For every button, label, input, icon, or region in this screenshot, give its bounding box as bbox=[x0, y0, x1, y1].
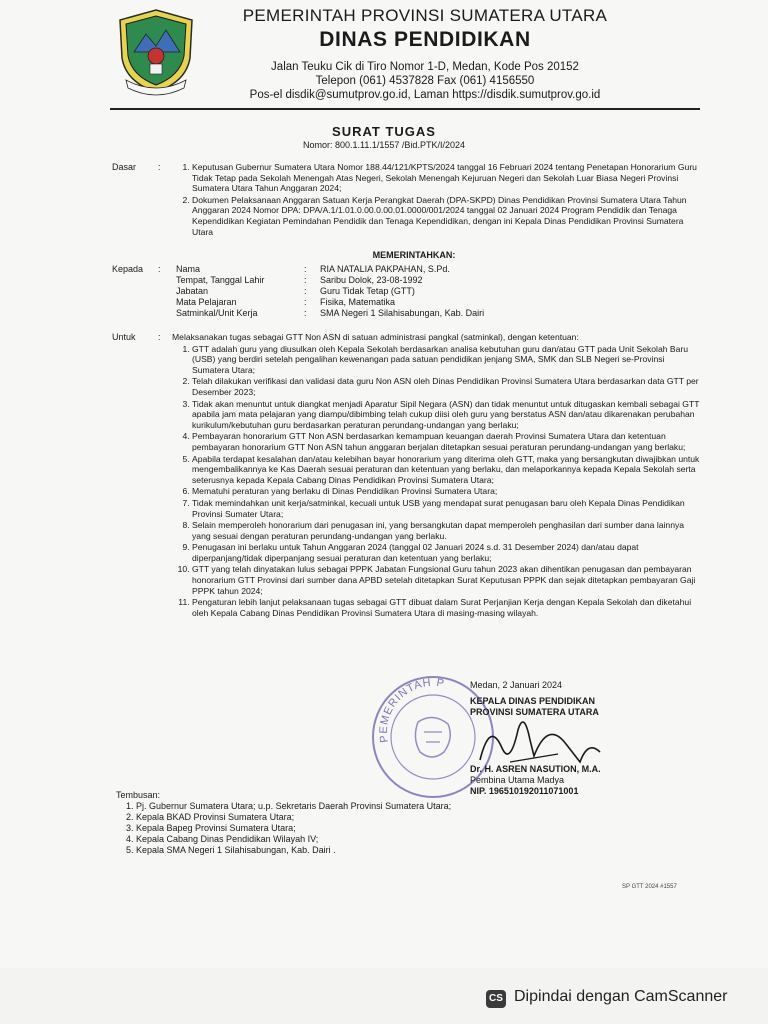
letterhead-agency: DINAS PENDIDIKAN bbox=[319, 28, 531, 51]
kepada-value: SMA Negeri 1 Silahisabungan, Kab. Dairi bbox=[320, 308, 485, 318]
untuk-item: 5. Apabila terdapat kesalahan dan/atau kelebihan bayar honorarium yang diterima oleh GTT, maka yang bersangkutan diwajibkan untuk mengembalikannya ke Kas Daerah sesuai peraturan dan ketentuan yang berlaku, dan melaporkannya kepada Kepala Sekolah serta seterusnya kepada Kepala Cabang Dinas Pendidikan Provinsi Sumatera Utara; bbox=[192, 454, 700, 486]
signature-place-date: Medan, 2 Januari 2024 bbox=[470, 680, 563, 690]
untuk-item: 9. Penugasan ini berlaku untuk Tahun Anggaran 2024 (tanggal 02 Januari 2024 s.d. 31 Desember 2024) dan/atau dapat diperpanjang/tidak diperpanjang sesuai peraturan dan ketentuan yang berlaku; bbox=[192, 542, 700, 563]
untuk-item: 3. Tidak akan menuntut untuk diangkat menjadi Aparatur Sipil Negara (ASN) dan tidak menuntut untuk ditugaskan kembali sebagai GTT apabila jam mata pelajaran yang diampu/dibimbing telah cukup diisi oleh guru yang berstatus ASN dan/atau dikarenakan perubahan kurikulum/kebutuhan guru berdasarkan peraturan perundang-undangan yang berlaku; bbox=[192, 399, 700, 431]
signatory-nip: NIP. 196510192011071001 bbox=[470, 786, 579, 796]
untuk-item: 6. Mematuhi peraturan yang berlaku di Dinas Pendidikan Provinsi Sumatera Utara; bbox=[192, 486, 700, 497]
untuk-item: 10. GTT yang telah dinyatakan lulus sebagai PPPK Jabatan Fungsional Guru tahun 2023 akan dihentikan penugasan dan pembayaran honorarium GTT Provinsi dari sumber dana APBD setelah ditetapkan Surat Keputusan PPPK dan sejak ditetapkan pembayaran Gaji PPPK tahun 2024; bbox=[192, 564, 700, 596]
letterhead-phone: Telepon (061) 4537828 Fax (061) 4156550 bbox=[315, 75, 535, 87]
untuk-item: 11. Pengaturan lebih lanjut pelaksanaan tugas sebagai GTT dibuat dalam Surat Perjanjian Kerja dengan Kepala Sekolah dan diketahui oleh Kepala Cabang Dinas Pendidikan Provinsi Sumatera Utara di masing-masing wilayah. bbox=[192, 597, 700, 618]
kepada-colon: : bbox=[158, 264, 161, 274]
kepada-value: Guru Tidak Tetap (GTT) bbox=[320, 286, 415, 296]
tembusan-label: Tembusan: bbox=[116, 790, 161, 800]
untuk-intro: Melaksanakan tugas sebagai GTT Non ASN di satuan administrasi pangkal (satminkal), dengan ketentuan: bbox=[172, 332, 579, 342]
dasar-label: Dasar bbox=[112, 162, 137, 172]
tembusan-item: 1. Pj. Gubernur Sumatera Utara; u.p. Sekretaris Daerah Provinsi Sumatera Utara; bbox=[136, 801, 451, 812]
kepada-value: RIA NATALIA PAKPAHAN, S.Pd. bbox=[320, 264, 450, 274]
memerintahkan-heading: MEMERINTAHKAN: bbox=[372, 250, 456, 260]
scanner-watermark bbox=[468, 976, 768, 1024]
letterhead-address: Jalan Teuku Cik di Tiro Nomor 1-D, Medan, Kode Pos 20152 bbox=[271, 61, 579, 73]
tembusan-section bbox=[116, 790, 451, 856]
kepada-value: Fisika, Matematika bbox=[320, 297, 396, 307]
document-title: SURAT TUGAS bbox=[332, 124, 436, 139]
kepada-key: Nama bbox=[176, 264, 201, 274]
letterhead bbox=[200, 4, 650, 102]
document-code: SP GTT 2024 #1557 bbox=[622, 884, 677, 890]
signatory-rank: Pembina Utama Madya bbox=[470, 775, 565, 785]
letterhead-email: Pos-el disdik@sumutprov.go.id, Laman https://disdik.sumutprov.go.id bbox=[249, 89, 601, 101]
tembusan-item: 5. Kepala SMA Negeri 1 Silahisabungan, Kab. Dairi . bbox=[136, 845, 451, 856]
signatory-name: Dr. H. ASREN NASUTION, M.A. bbox=[470, 764, 601, 774]
untuk-section bbox=[172, 332, 700, 619]
kepada-label: Kepada bbox=[112, 264, 144, 274]
letterhead-divider bbox=[110, 108, 700, 110]
dasar-item: 1. Keputusan Gubernur Sumatera Utara Nomor 188.44/121/KPTS/2024 tanggal 16 Februari 2024 tentang Penetapan Honorarium Guru Tidak Tetap pada Sekolah Menengah Atas Negeri, Sekolah Menengah Kejuruan Negeri dan Sekolah Luar Biasa Negeri Provinsi Sumatera Utara Tahun Anggaran 2024; bbox=[192, 162, 700, 194]
tembusan-item: 3. Kepala Bapeg Provinsi Sumatera Utara; bbox=[136, 823, 451, 834]
signature-position-line2: PROVINSI SUMATERA UTARA bbox=[470, 707, 599, 717]
kepada-key: Satminkal/Unit Kerja bbox=[176, 308, 258, 318]
letterhead-government: PEMERINTAH PROVINSI SUMATERA UTARA bbox=[242, 6, 608, 25]
dasar-section bbox=[172, 162, 700, 238]
untuk-item: 8. Selain memperoleh honorarium dari penugasan ini, yang bersangkutan dapat memperoleh penghasilan dari sumber dana lainnya yang sesuai dengan peraturan perundang-undangan yang berlaku. bbox=[192, 520, 700, 541]
dasar-colon: : bbox=[158, 162, 161, 172]
tembusan-item: 2. Kepala BKAD Provinsi Sumatera Utara; bbox=[136, 812, 451, 823]
untuk-item: 4. Pembayaran honorarium GTT Non ASN berdasarkan kemampuan keuangan daerah Provinsi Sumatera Utara dan ketentuan pembayaran honorarium GTT Non ASN tahun anggaran berjalan ditetapkan sesuai peraturan perundang-undangan yang berlaku; bbox=[192, 431, 700, 452]
untuk-label: Untuk bbox=[112, 332, 136, 342]
kepada-key: Mata Pelajaran bbox=[176, 297, 237, 307]
dasar-item: 2. Dokumen Pelaksanaan Anggaran Satuan Kerja Perangkat Daerah (DPA-SKPD) Dinas Pendidikan Provinsi Sumatera Utara Tahun Anggaran 2024 Nomor DPA: DPA/A.1/1.01.0.00.0.00.01.0000/001/2024 tanggal 02 Januari 2024 Program Pendidik dan Tenaga Kependidikan Kegiatan Pemindahan Pendidik dan Tenaga Kependidikan, dengan ini Kepala Dinas Pendidikan Provinsi Sumatera Utara bbox=[192, 195, 700, 237]
scanner-watermark-text: Dipindai dengan CamScanner bbox=[514, 988, 728, 1005]
kepada-key: Tempat, Tanggal Lahir bbox=[176, 275, 265, 285]
signature-position-line1: KEPALA DINAS PENDIDIKAN bbox=[470, 696, 596, 706]
document-number: Nomor: 800.1.11.1/1557 /Bid.PTK/I/2024 bbox=[303, 140, 465, 150]
kepada-value: Saribu Dolok, 23-08-1992 bbox=[320, 275, 423, 285]
untuk-colon: : bbox=[158, 332, 161, 342]
untuk-item: 2. Telah dilakukan verifikasi dan validasi data guru Non ASN oleh Dinas Pendidikan Provinsi Sumatera Utara berdasarkan data GTT per Desember 2023; bbox=[192, 376, 700, 397]
svg-text:PEMERINTAH P bbox=[378, 677, 446, 743]
tembusan-item: 4. Kepala Cabang Dinas Pendidikan Wilayah IV; bbox=[136, 834, 451, 845]
document-page: PEMERINTAH PROVINSI SUMATERA UTARA DINAS PENDIDIKAN Jalan Teuku Cik di Tiro Nomor 1-D, Medan, Kode Pos 20152 Telepon (061) 4537828 Fax (061) 4156550 Pos-el disdik@sumutprov.go.id, Laman https://disdik.sumutprov.go.id SURAT TUGAS Nomor: 800.1.11.1/1557 /Bid.PTK/I/2024 Dasar : 1. Keputusan Gubernur Sumatera Utara Nomor 188.44/121/KPTS/2024 tanggal 16 Februari 2024 tentang Penetapan Honorarium Guru Tidak Tetap pada Sekolah Menengah Atas Negeri, Sekolah Menengah Kejuruan Negeri dan Sekolah Luar Biasa Negeri Provinsi Sumatera Utara Tahun Anggaran 2024; 2. Dokumen Pelaksanaan Anggaran Satuan Kerja Perangkat Daerah (DPA-SKPD) Dinas Pendidikan Provinsi Sumatera Utara Tahun Anggaran 2024 Nomor DPA: DPA/A.1/1.01.0.00.0.00.01.0000/001/2024 tanggal 02 Januari 2024 Program Pendidik dan Tenaga Kependidikan Kegiatan Pemindahan Pendidik dan Tenaga Kependidikan, dengan ini Kepala Dinas Pendidikan Provinsi Sumatera Utara MEMERINTAHKAN: Kepada : Nama : RIA NATALIA PAKPAHAN, S.Pd. Tempat, Tanggal Lahir : Saribu Dolok, 23-08-1992 Jabatan : Guru Tidak Tetap (GTT) Mata Pelajaran : Fisika, Matematika Satminkal/Unit Kerja : SMA Negeri 1 Silahisabungan, Kab. Dairi Untuk : Melaksanakan tugas sebagai GTT Non ASN di satuan administrasi pangkal (satminkal), dengan ketentuan: 1. GTT adalah guru yang diusulkan oleh Kepala Sekolah berdasarkan analisa kebutuhan guru dan/atau GTT pada Unit Sekolah Baru (USB) yang berdiri setelah pengalihan kewenangan pada satuan pendidikan jenjang SMA, SMK dan SLB Negeri se-Provinsi Sumatera Utara; 2. Telah dilakukan verifikasi dan validasi data guru Non ASN oleh Dinas Pendidikan Provinsi Sumatera Utara berdasarkan data GTT per Desember 2023; 3. Tidak akan menuntut untuk diangkat menjadi Aparatur Sipil Negara (ASN) dan tidak menuntut untuk ditugaskan kembali sebagai GTT apabila jam mata pelajaran yang diampu/dibimbing telah cukup diisi oleh guru yang berstatus ASN dan/atau dikarenakan perubahan kurikulum/kebutuhan guru berdasarkan peraturan perundang-undangan yang berlaku; 4. Pembayaran honorarium GTT Non ASN berdasarkan kemampuan keuangan daerah Provinsi Sumatera Utara dan ketentuan pembayaran honorarium GTT Non ASN tahun anggaran berjalan ditetapkan sesuai peraturan perundang-undangan yang berlaku; 5. Apabila terdapat kesalahan dan/atau kelebihan bayar honorarium yang diterima oleh GTT, maka yang bersangkutan diwajibkan untuk mengembalikannya ke Kas Daerah sesuai peraturan dan ketentuan yang berlaku, dan melaporkannya kepada Kepala Sekolah serta seterusnya kepada Kepala Cabang Dinas Pendidikan Provinsi Sumatera Utara; 6. Mematuhi peraturan yang berlaku di Dinas Pendidikan Provinsi Sumatera Utara; 7. Tidak memindahkan unit kerja/satminkal, kecuali untuk USB yang mendapat surat penugasan baru oleh Kepala Dinas Pendidikan Provinsi Sumater Utara; 8. Selain memperoleh honorarium dari penugasan ini, yang bersangkutan dapat memperoleh penghasilan dari sumber dana lainnya yang sesuai dengan peraturan perundang-undangan yang berlaku. 9. Penugasan ini berlaku untuk Tahun Anggaran 2024 (tanggal 02 Januari 2024 s.d. 31 Desember 2024) dan/atau dapat diperpanjang/tidak diperpanjang sesuai peraturan dan ketentuan yang berlaku; 10. GTT yang telah dinyatakan lulus sebagai PPPK Jabatan Fungsional Guru tahun 2023 akan dihentikan penugasan dan pembayaran honorarium GTT Provinsi dari sumber dana APBD setelah ditetapkan Surat Keputusan PPPK dan sejak ditetapkan pembayaran Gaji PPPK tahun 2024; 11. Pengaturan lebih lanjut pelaksanaan tugas sebagai GTT dibuat dalam Surat Perjanjian Kerja dengan Kepala Sekolah dan diketahui oleh Kepala Cabang Dinas Pendidikan Provinsi Sumatera Utara di masing-masing wilayah. PEMERINTAH P Medan, 2 Januari 2024 KEPALA DINAS PENDIDIKAN PROVINSI SUMATERA UTARA Dr. H. ASREN NASUTION, M.A. Pembina Utama Madya NIP. 196510192011071001 Tembusan: 1. Pj. Gubernur Sumatera Utara; u.p. Sekretaris Daerah Provinsi Sumatera Utara; 2. Kepala BKAD Provinsi Sumatera Utara; 3. Kepala Bapeg Provinsi Sumatera Utara; 4. Kepala Cabang Dinas Pendidikan Wilayah IV; 5. Kepala SMA Negeri 1 Silahisabungan, Kab. Dairi . SP GTT 2024 #1557 bbox=[0, 0, 768, 968]
untuk-item: 1. GTT adalah guru yang diusulkan oleh Kepala Sekolah berdasarkan analisa kebutuhan guru dan/atau GTT pada Unit Sekolah Baru (USB) yang berdiri setelah pengalihan kewenangan pada satuan pendidikan jenjang SMA, SMK dan SLB Negeri se-Provinsi Sumatera Utara; bbox=[192, 344, 700, 376]
untuk-item: 7. Tidak memindahkan unit kerja/satminkal, kecuali untuk USB yang mendapat surat penugasan baru oleh Kepala Dinas Pendidikan Provinsi Sumater Utara; bbox=[192, 498, 700, 519]
province-emblem-logo bbox=[112, 6, 200, 96]
stamp-text: PEMERINTAH P bbox=[377, 676, 446, 744]
camscanner-icon: CS bbox=[486, 990, 506, 1008]
kepada-key: Jabatan bbox=[176, 286, 209, 296]
